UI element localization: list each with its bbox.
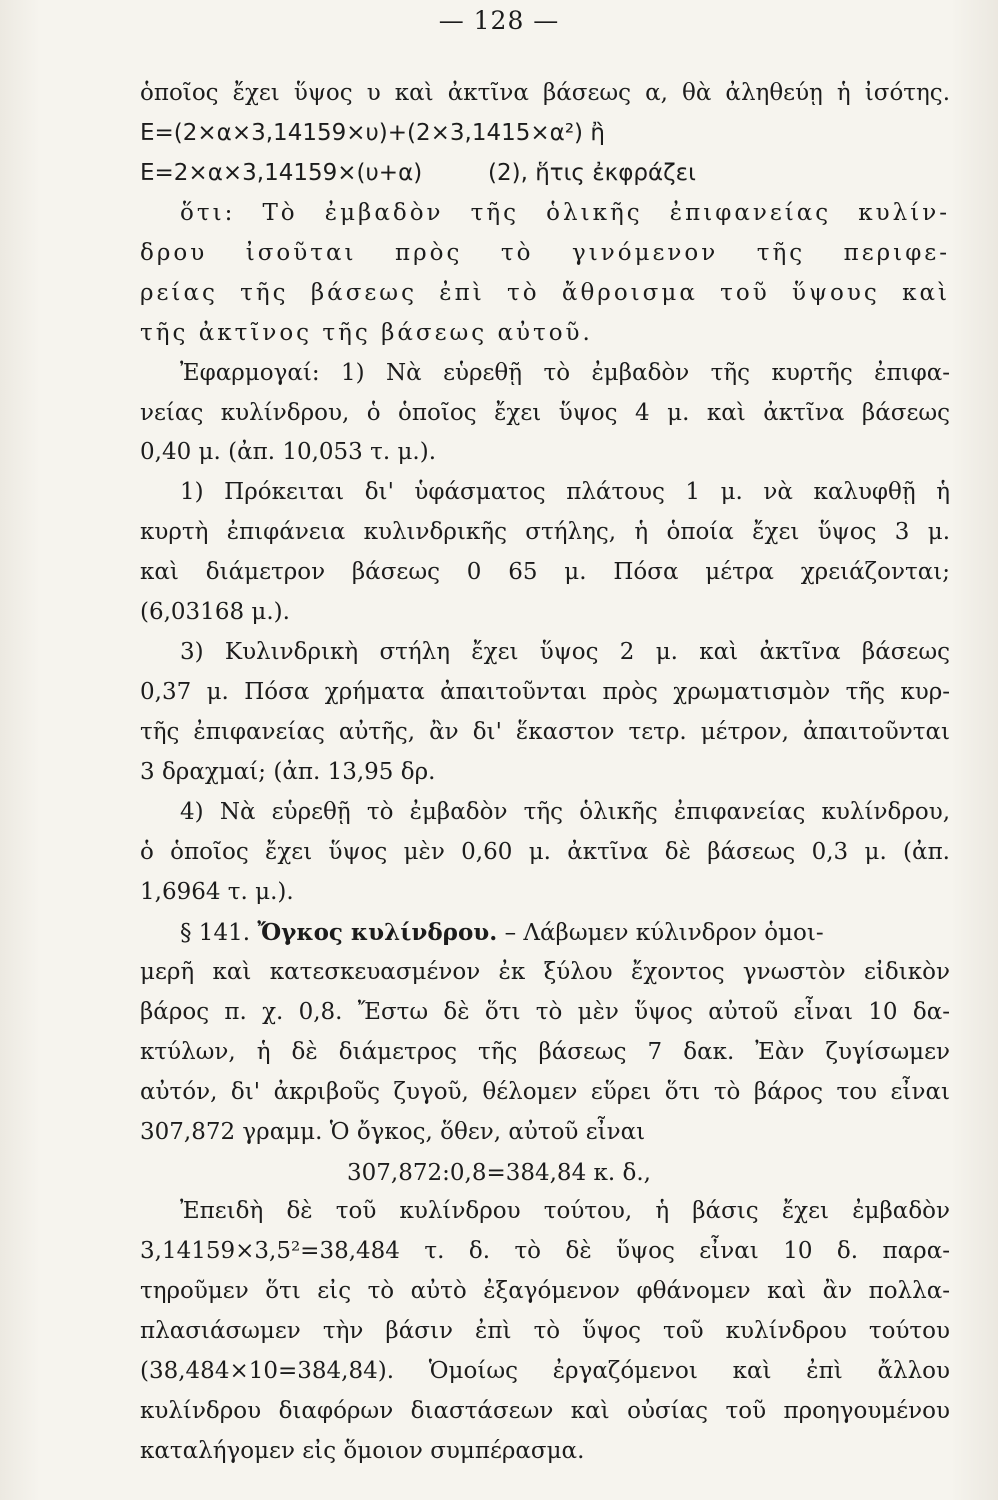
text-line: Ἐφαρμογαί: 1) Νὰ εὑρεθῇ τὸ ἐμβαδὸν τῆς κυρτῆς ἐπιφα-	[180, 360, 950, 386]
text-line: 4) Νὰ εὑρεθῇ τὸ ἐμβαδὸν τῆς ὁλικῆς ἐπιφανείας κυλίνδρου,	[180, 799, 950, 825]
theorem-line: δρου ἰσοῦται πρὸς τὸ γινόμενον τῆς περιφε-	[140, 240, 950, 266]
text-line: τηροῦμεν ὅτι εἰς τὸ αὐτὸ ἐξαγόμενον φθάνομεν καὶ ἂν πολλα-	[140, 1278, 950, 1304]
formula-line: Ε=2×α×3,14159×(υ+α) (2), ἥτις ἐκφράζει	[140, 160, 696, 186]
text-line: Ἐπειδὴ δὲ τοῦ κυλίνδρου τούτου, ἡ βάσις ἔχει ἐμβαδὸν	[180, 1198, 950, 1224]
theorem-line: ὅτι: Τὸ ἐμβαδὸν τῆς ὁλικῆς ἐπιφανείας κυλίν-	[180, 200, 950, 226]
text-line: ὁ ὁποῖος ἔχει ὕψος μὲν 0,60 μ. ἀκτῖνα δὲ βάσεως 0,3 μ. (ἀπ.	[140, 839, 950, 865]
text-line: κυρτὴ ἐπιφάνεια κυλινδρικῆς στήλης, ἡ ὁποία ἔχει ὕψος 3 μ.	[140, 519, 950, 545]
section-heading-line	[140, 921, 950, 945]
text-line: νείας κυλίνδρου, ὁ ὁποῖος ἔχει ὕψος 4 μ. καὶ ἀκτῖνα βάσεως	[140, 400, 950, 426]
text-line: πλασιάσωμεν τὴν βάσιν ἐπὶ τὸ ὕψος τοῦ κυλίνδρου τούτου	[140, 1318, 950, 1344]
text-line: (6,03168 μ.).	[140, 599, 290, 625]
text-line: ὁποῖος ἔχει ὕψος υ καὶ ἀκτῖνα βάσεως α, θὰ ἀληθεύῃ ἡ ἰσότης.	[140, 80, 950, 106]
theorem-line: τῆς ἀκτῖνος τῆς βάσεως αὐτοῦ.	[140, 320, 593, 346]
text-line: 1,6964 τ. μ.).	[140, 879, 294, 905]
formula-line: 307,872:0,8=384,84 κ. δ.,	[347, 1160, 651, 1186]
text-line: 0,40 μ. (ἀπ. 10,053 τ. μ.).	[140, 439, 437, 465]
text-line: 307,872 γραμμ. Ὁ ὄγκος, ὅθεν, αὐτοῦ εἶναι	[140, 1119, 646, 1145]
text-line: καταλήγομεν εἰς ὅμοιον συμπέρασμα.	[140, 1438, 585, 1464]
section-number: § 141.	[180, 920, 258, 946]
text-line: καὶ διάμετρον βάσεως 0 65 μ. Πόσα μέτρα χρειάζονται;	[140, 559, 950, 585]
text-line: (38,484×10=384,84). Ὁμοίως ἐργαζόμενοι καὶ ἐπὶ ἄλλου	[140, 1358, 950, 1384]
text-line: 1) Πρόκειται δι' ὑφάσματος πλάτους 1 μ. νὰ καλυφθῇ ἡ	[180, 479, 950, 505]
text-line: 3,14159×3,5²=38,484 τ. δ. τὸ δὲ ὕψος εἶναι 10 δ. παρα-	[140, 1238, 950, 1264]
text-line: τῆς ἐπιφανείας αὐτῆς, ἂν δι' ἕκαστον τετρ. μέτρον, ἀπαιτοῦνται	[140, 719, 950, 745]
text-line: κτύλων, ἡ δὲ διάμετρος τῆς βάσεως 7 δακ. Ἐὰν ζυγίσωμεν	[140, 1039, 950, 1065]
text-line: 3) Κυλινδρικὴ στήλη ἔχει ὕψος 2 μ. καὶ ἀκτῖνα βάσεως	[180, 639, 950, 665]
text-line: μερῆ καὶ κατεσκευασμένον ἐκ ξύλου ἔχοντος γνωστὸν εἰδικὸν	[140, 959, 950, 985]
section-title: Ὄγκος κυλίνδρου.	[257, 919, 498, 946]
text-line: 3 δραχμαί; (ἀπ. 13,95 δρ.	[140, 759, 436, 785]
text-line: βάρος π. χ. 0,8. Ἔστω δὲ ὅτι τὸ μὲν ὕψος αὐτοῦ εἶναι 10 δα-	[140, 999, 950, 1025]
section-text: – Λάβωμεν κύλινδρον ὁμοι-	[497, 920, 824, 946]
theorem-line: ρείας τῆς βάσεως ἐπὶ τὸ ἄθροισμα τοῦ ὕψους καὶ	[140, 280, 950, 306]
text-line: αὐτόν, δι' ἀκριβοῦς ζυγοῦ, θέλομεν εὕρει ὅτι τὸ βάρος του εἶναι	[140, 1079, 950, 1105]
text-line: κυλίνδρου διαφόρων διαστάσεων καὶ οὐσίας τοῦ προηγουμένου	[140, 1398, 950, 1424]
formula-line: Ε=(2×α×3,14159×υ)+(2×3,1415×α²) ἢ	[140, 120, 605, 146]
text-line: 0,37 μ. Πόσα χρήματα ἀπαιτοῦνται πρὸς χρωματισμὸν τῆς κυρ-	[140, 679, 950, 705]
page-number: — 128 —	[438, 6, 560, 35]
